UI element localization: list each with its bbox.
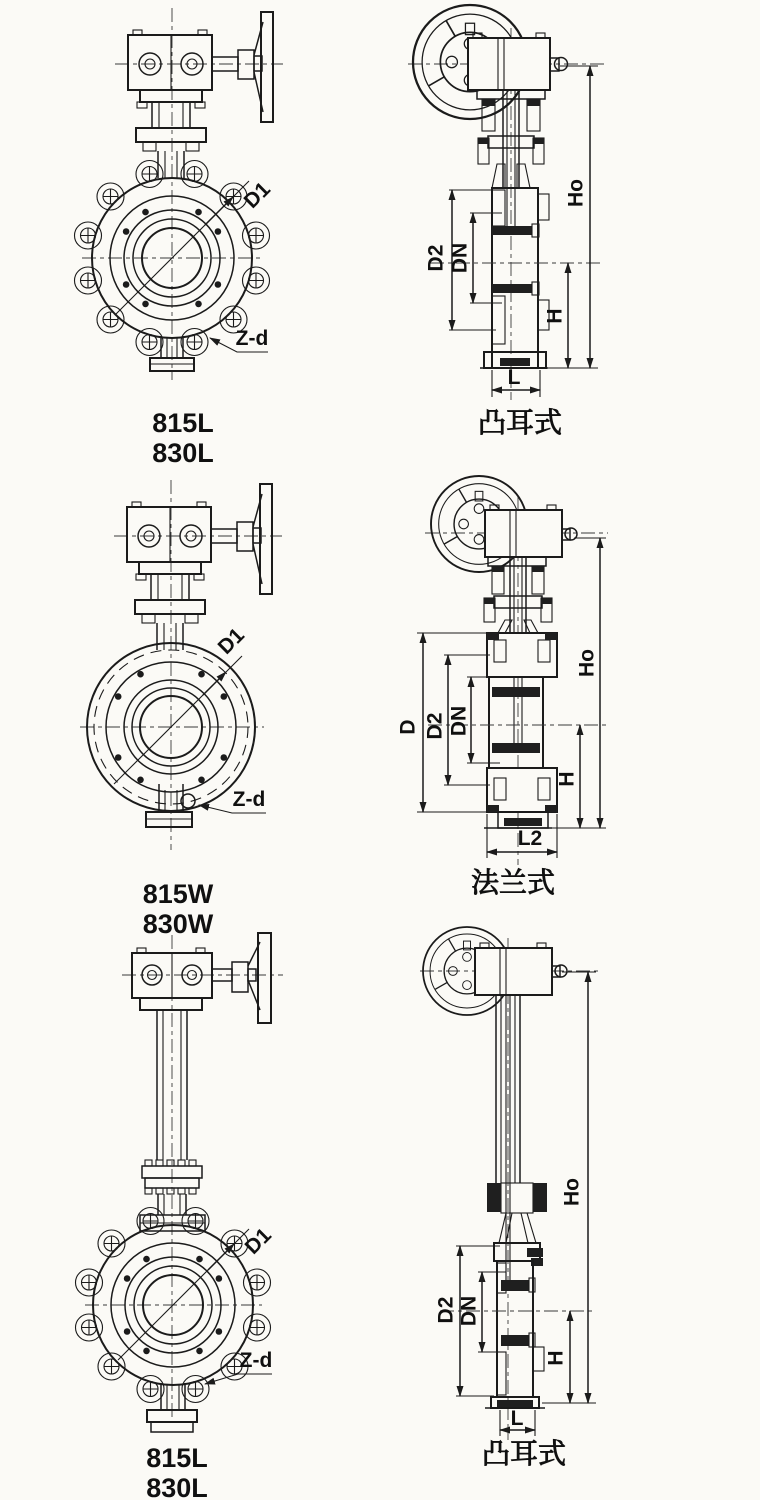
dim-label-dn: DN [448,242,472,274]
dim-label-d1: D1 [213,623,249,659]
dim-label-l2: L2 [517,827,543,850]
model-label-815l: 815L [152,408,214,438]
model-label-815w: 815W [142,879,214,909]
dim-label-h: H [555,771,579,787]
valve-body-section [485,1243,545,1408]
view-top-front-815l [75,8,284,468]
dim-label-zd: Z-d [239,1349,273,1372]
gearbox [468,33,568,90]
dim-label-d1: D1 [240,1223,276,1259]
dim-label-ho: Ho [564,179,588,207]
view-bottom-side-lug-extended [420,927,598,1469]
gearbox [485,505,577,557]
dim-label-zd: Z-d [232,788,266,811]
view-bottom-front-815l-extended [76,933,284,1500]
dim-label-dn: DN [457,1295,481,1327]
dim-label-l: L [507,366,521,389]
dim-label-ho: Ho [560,1178,584,1206]
dim-label-d: D [396,719,420,735]
dim-label-d2: D2 [434,1296,458,1324]
gearbox [475,943,567,995]
model-label-830l: 830L [146,1473,208,1500]
caption-lug-type: 凸耳式 [477,407,563,438]
view-top-side-lug [408,5,606,438]
dim-label-h: H [543,308,567,324]
dim-label-d2: D2 [424,244,448,272]
gear-actuator [114,484,282,650]
valve-body-flanged-section [484,633,557,828]
extension-stem [140,1010,205,1231]
dim-label-d1: D1 [239,177,275,213]
model-label-830w: 830W [142,909,214,939]
caption-lug-type: 凸耳式 [481,1438,567,1469]
dim-label-h: H [544,1350,568,1366]
dim-label-d2: D2 [423,712,447,740]
dim-label-ho: Ho [575,649,599,677]
dim-label-zd: Z-d [235,327,269,350]
extension-stem [487,995,547,1280]
model-label-830l: 830L [152,438,214,468]
gear-actuator [122,933,283,1023]
gear-actuator [115,12,283,178]
view-middle-front-815w [80,480,282,939]
dim-label-dn: DN [447,705,471,737]
caption-flange-type: 法兰式 [470,867,556,898]
model-label-815l: 815L [146,1443,208,1473]
dim-label-l: L [510,1407,524,1430]
view-middle-side-flange [397,476,608,898]
